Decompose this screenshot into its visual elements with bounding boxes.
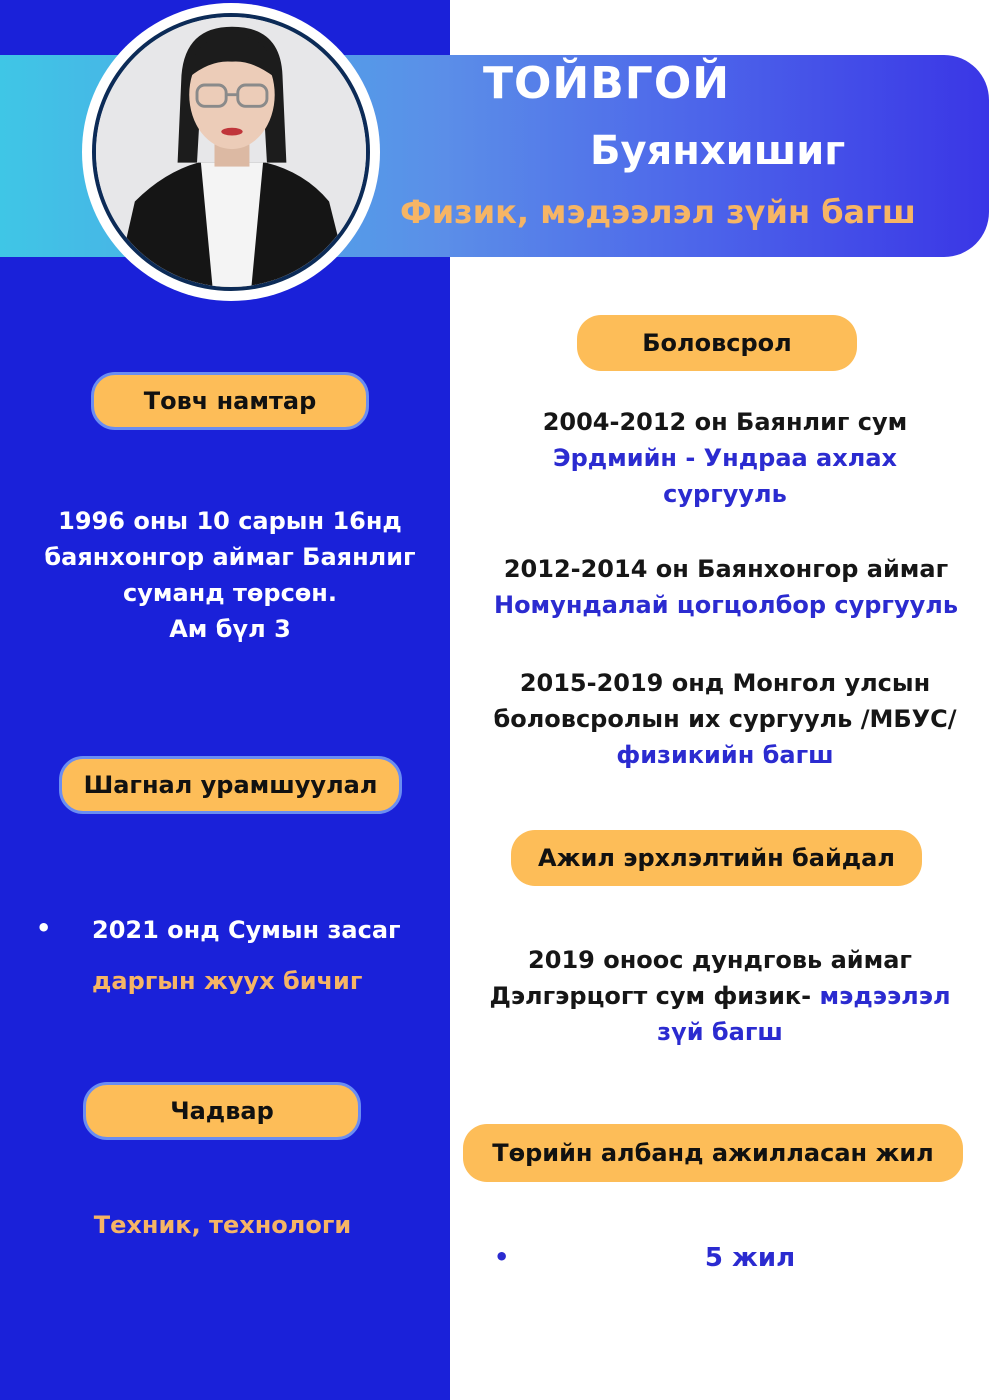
avatar (92, 13, 370, 291)
bio-heading: Товч намтар (91, 372, 369, 430)
avatar-frame (82, 3, 380, 301)
last-name: ТОЙВГОЙ (483, 58, 731, 109)
bio-line: Ам бүл 3 (169, 615, 291, 643)
work-entry (460, 942, 980, 1050)
award-line-1: 2021 онд Сумын засаг (92, 916, 401, 944)
skills-text: Техник, технологи (93, 1211, 352, 1239)
service-heading: Төрийн албанд ажилласан жил (463, 1124, 963, 1182)
award-line-2: даргын жуух бичиг (92, 967, 363, 995)
work-line1: 2019 оноос дундговь аймаг (528, 946, 912, 974)
bio-line: 1996 оны 10 сарын 16нд (58, 507, 402, 535)
awards-heading: Шагнал урамшуулал (59, 756, 402, 814)
work-line3: зүй багш (657, 1018, 783, 1046)
edu1-line3: сургууль (663, 480, 787, 508)
work-line2 (460, 978, 980, 1014)
bio-line: суманд төрсөн. (123, 579, 337, 607)
first-name: Буянхишиг (590, 128, 846, 174)
education-heading: Боловсрол (577, 315, 857, 371)
service-value: 5 жил (704, 1243, 796, 1273)
edu3-line3: физикийн багш (616, 741, 834, 769)
edu1-line2: Эрдмийн - Ундраа ахлах (552, 444, 897, 472)
bio-text (20, 503, 440, 647)
edu2-line1: 2012-2014 он Баянхонгор аймаг (503, 555, 949, 583)
education-entry-1 (460, 404, 989, 512)
education-entry-2 (466, 551, 986, 623)
edu1-line1: 2004-2012 он Баянлиг сум (542, 408, 908, 436)
work-line2-a: Дэлгэрцогт сум физик- (489, 982, 812, 1010)
bullet-icon: • (36, 914, 52, 942)
edu2-line2: Номундалай цогцолбор сургууль (493, 591, 959, 619)
skills-heading: Чадвар (83, 1082, 361, 1140)
bio-line: баянхонгор аймаг Баянлиг (44, 543, 416, 571)
work-heading: Ажил эрхлэлтийн байдал (511, 830, 922, 886)
education-entry-3 (460, 665, 989, 773)
portrait-photo (96, 17, 366, 287)
edu3-line2: боловсролын их сургууль /МБУС/ (493, 705, 957, 733)
job-title: Физик, мэдээлэл зүйн багш (400, 193, 916, 231)
edu3-line1: 2015-2019 онд Монгол улсын (519, 669, 931, 697)
work-line2-b: мэдээлэл (811, 982, 951, 1010)
bullet-icon: • (494, 1243, 510, 1271)
